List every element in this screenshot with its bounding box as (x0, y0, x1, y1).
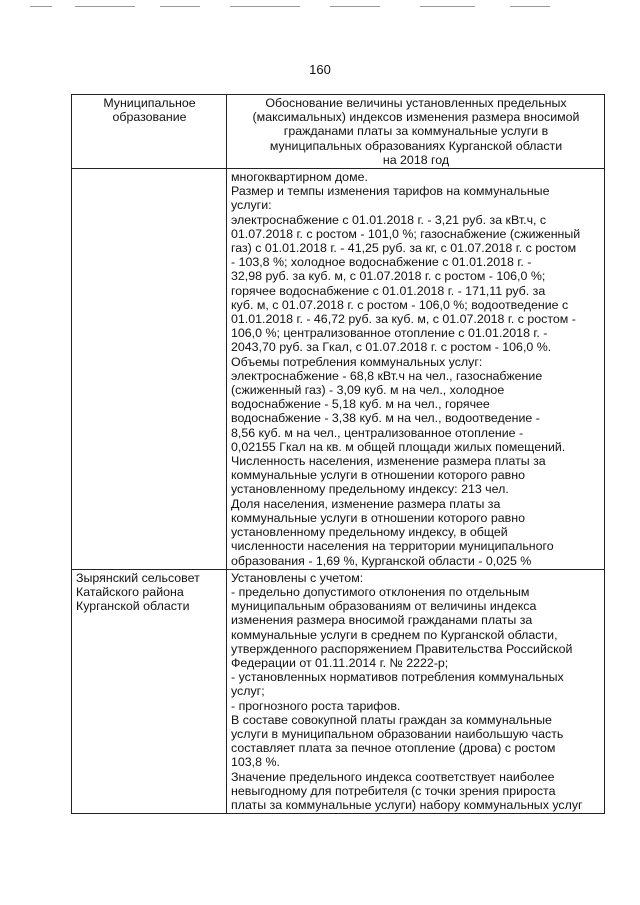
text-line: коммунальные услуги в отношении которого равно (231, 468, 525, 483)
text-line: - предельно допустимого отклонения по отдельным (231, 584, 530, 599)
header-justification (227, 95, 605, 169)
text-line: 01.07.2018 г. с ростом - 101,0 %; газоснабжение (сжиженный (231, 226, 581, 241)
text-line: численности населения на территории муниципального (231, 539, 554, 554)
text-line: утвержденного распоряжением Правительства Российской (231, 641, 573, 656)
text-line: водоснабжение - 5,18 куб. м на чел., горячее (231, 397, 490, 412)
scan-artifact (30, 6, 52, 7)
municipality-line: Катайского района (76, 584, 184, 599)
text-line: изменения размера вносимой гражданами платы за (231, 613, 533, 628)
header-line: муниципальных образованиях Курганской области (269, 138, 563, 153)
text-line: Значение предельного индекса соответствует наиболее (231, 769, 555, 784)
text-line: - установленных нормативов потребления коммунальных (231, 670, 564, 685)
municipality-line: Курганской области (76, 599, 190, 614)
text-line: муниципальным образованиям от величины индекса (231, 599, 537, 614)
text-line: 8,56 куб. м на чел., централизованное отопление - (231, 425, 524, 440)
text-line: невыгодному для потребителя (с точки зрения прироста (231, 783, 556, 798)
scan-artifact (420, 6, 475, 7)
text-line: (сжиженный газ) - 3,09 куб. м на чел., холодное (231, 383, 505, 398)
text-line: водоснабжение - 3,38 куб. м на чел., водоотведение - (231, 411, 540, 426)
municipality-line: Зырянский сельсовет (76, 570, 200, 585)
text-line: электроснабжение - 68,8 кВт.ч на чел., газоснабжение (231, 368, 543, 383)
header-line: на 2018 год (382, 152, 450, 167)
text-line: Размер и темпы изменения тарифов на коммунальные (231, 184, 550, 199)
header-municipality (72, 95, 227, 169)
table-row (72, 569, 605, 813)
header-line: Муниципальное (103, 96, 196, 110)
text-line: - 103,8 %; холодное водоснабжение с 01.01.2018 г. - (231, 255, 532, 270)
scan-artifact (75, 6, 135, 7)
text-line: многоквартирном доме. (231, 170, 368, 185)
text-line: Федерации от 01.11.2014 г. № 2222-р; (231, 655, 449, 670)
scan-artifact (510, 6, 550, 7)
municipality-cell (72, 169, 227, 570)
tariff-table (71, 94, 605, 814)
header-line: (максимальных) индексов изменения размера вносимой (252, 110, 580, 125)
text-line: Численность населения, изменение размера платы за (231, 454, 546, 469)
text-line: 103,8 %. (231, 755, 280, 770)
text-line: 0,02155 Гкал на кв. м общей площади жилых помещений. (231, 439, 566, 454)
header-line: образование (112, 110, 187, 125)
text-line: платы за коммунальные услуги) набору коммунальных услуг (231, 797, 583, 812)
text-line: коммунальные услуги в отношении которого равно (231, 510, 525, 525)
text-line: коммунальные услуги в среднем по Курганской области, (231, 627, 558, 642)
text-line: установленному предельному индексу: 213 чел. (231, 482, 509, 497)
text-line: - прогнозного роста тарифов. (231, 698, 401, 713)
text-line: Объемы потребления коммунальных услуг: (231, 354, 483, 369)
municipality-cell (72, 569, 227, 813)
text-line: 106,0 %; централизованное отопление с 01.01.2018 г. - (231, 326, 548, 341)
text-line: услуги в муниципальном образовании наибольшую часть (231, 726, 564, 741)
text-line: 2043,70 руб. за Гкал, с 01.07.2018 г. с ростом - 106,0 %. (231, 340, 552, 355)
table-row (72, 169, 605, 570)
text-line: газ) с 01.01.2018 г. - 41,25 руб. за кг, с 01.07.2018 г. с ростом (231, 241, 577, 256)
header-line: Обоснование величины установленных предельных (265, 96, 567, 110)
page-number: 160 (309, 62, 331, 77)
text-line: услуги: (231, 198, 272, 213)
text-line: 32,98 руб. за куб. м, с 01.07.2018 г. с ростом - 106,0 %; (231, 269, 546, 284)
table-header-row (72, 95, 605, 169)
text-line: Доля населения, изменение размера платы за (231, 496, 501, 511)
text-line: Установлены с учетом: (231, 570, 364, 585)
text-line: составляет плата за печное отопление (дрова) с ростом (231, 741, 556, 756)
text-line: 01.01.2018 г. - 46,72 руб. за куб. м, с 01.07.2018 г. с ростом - (231, 312, 576, 327)
text-line: горячее водоснабжение с 01.01.2018 г. - 171,11 руб. за (231, 283, 546, 298)
text-line: образования - 1,69 %, Курганской области - 0,025 % (231, 553, 532, 568)
text-line: В составе совокупной платы граждан за коммунальные (231, 712, 552, 727)
text-line: электроснабжение с 01.01.2018 г. - 3,21 руб. за кВт.ч, с (231, 212, 547, 227)
justification-cell (227, 169, 605, 570)
scan-artifact (230, 6, 300, 7)
text-line: куб. м, с 01.07.2018 г. с ростом - 106,0 %; водоотведение с (231, 297, 569, 312)
text-line: установленному предельному индексу, в общей (231, 525, 508, 540)
header-line: гражданами платы за коммунальные услуги в (283, 124, 549, 139)
text-line: услуг; (231, 684, 265, 699)
justification-cell (227, 569, 605, 813)
scan-artifact (330, 6, 380, 7)
scan-artifact (160, 6, 200, 7)
